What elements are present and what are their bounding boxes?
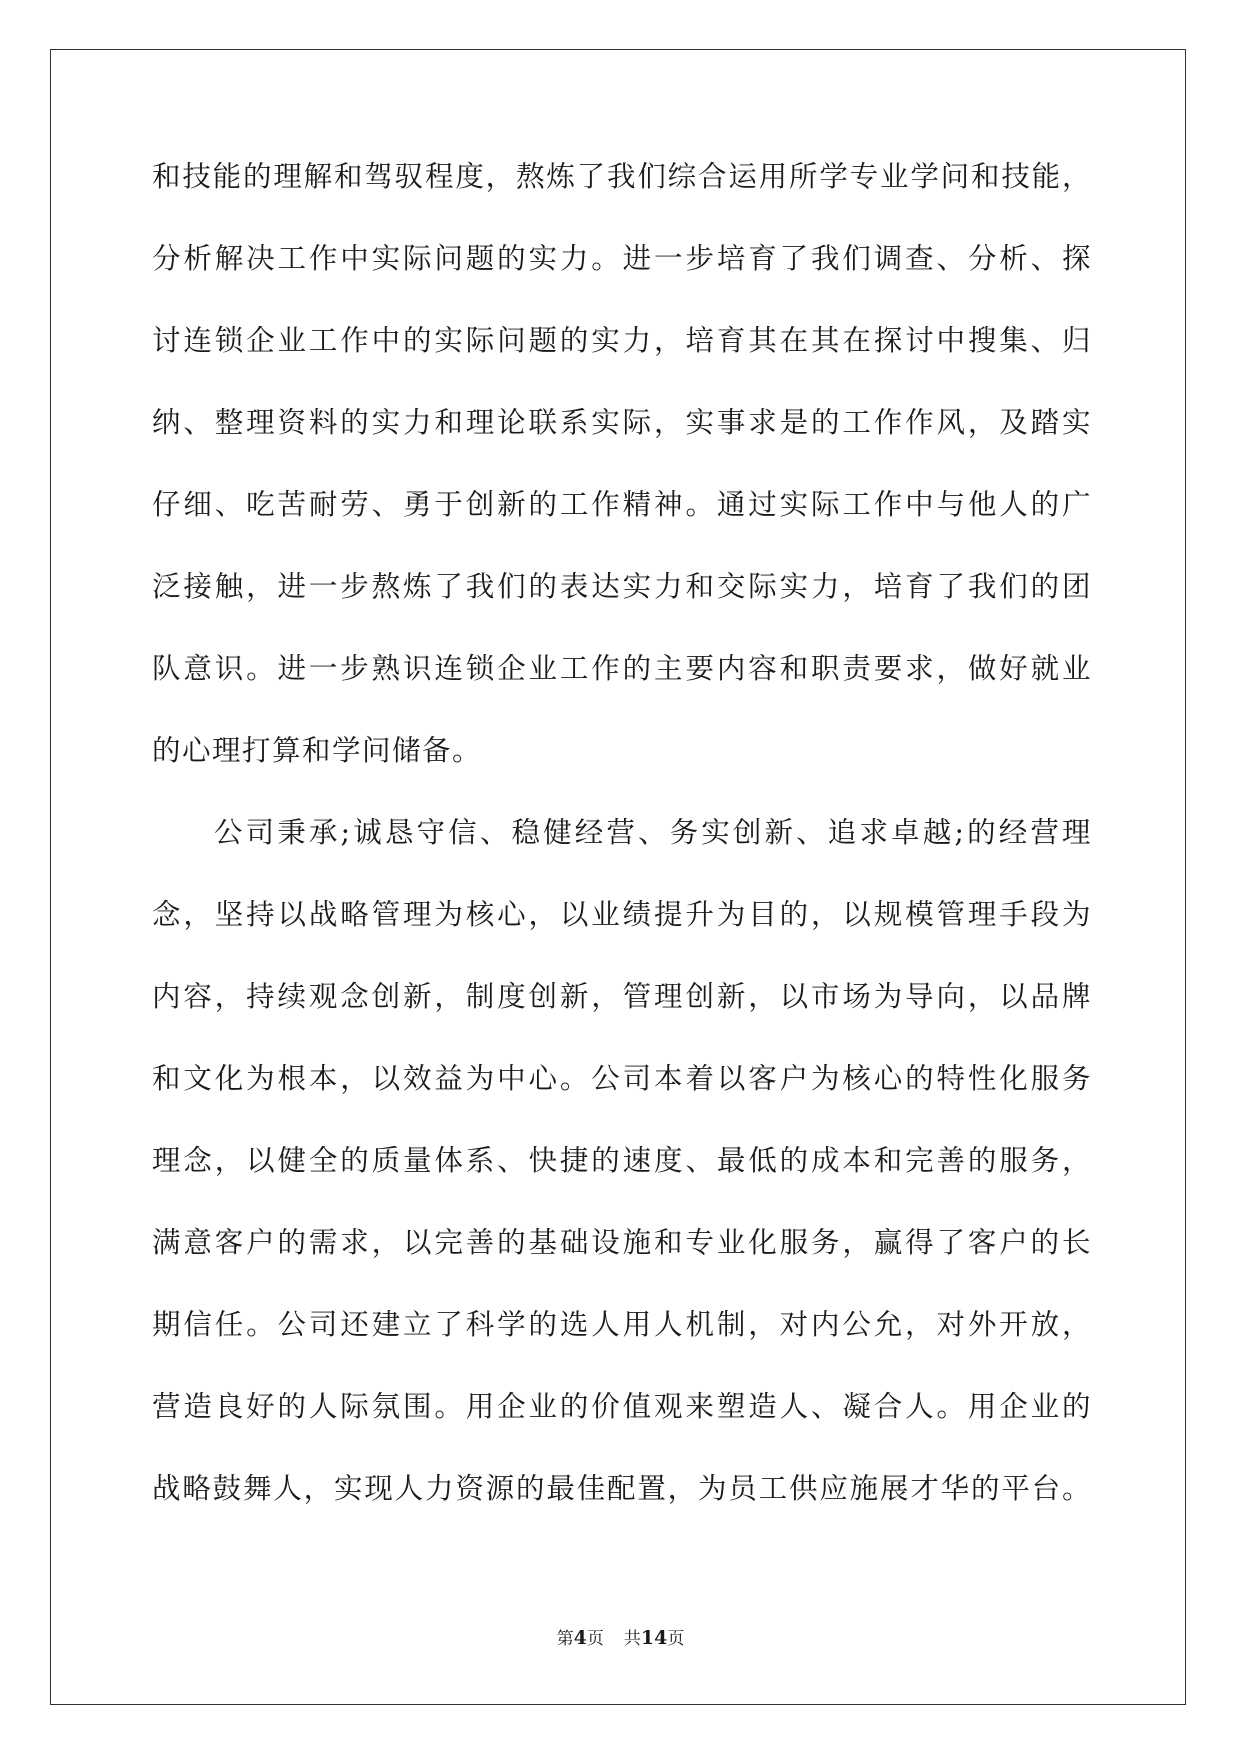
- text-line: 念，坚持以战略管理为核心，以业绩提升为目的，以规模管理手段为: [152, 898, 1092, 931]
- document-body: [152, 157, 1092, 1551]
- text-line: 公司秉承;诚恳守信、稳健经营、务实创新、追求卓越;的经营理: [214, 816, 1092, 849]
- text-line: 讨连锁企业工作中的实际问题的实力，培育其在其在探讨中搜集、归: [152, 324, 1092, 357]
- page-footer: [0, 1626, 1241, 1651]
- footer-page-suffix: 页: [586, 1629, 604, 1649]
- text-line: 和技能的理解和驾驭程度，熬炼了我们综合运用所学专业学问和技能，: [152, 160, 1092, 193]
- text-line: 仔细、吃苦耐劳、勇于创新的工作精神。通过实际工作中与他人的广: [152, 488, 1092, 521]
- text-line: 纳、整理资料的实力和理论联系实际，实事求是的工作作风，及踏实: [152, 406, 1092, 439]
- footer-total-suffix: 页: [667, 1629, 685, 1649]
- text-line: 内容，持续观念创新，制度创新，管理创新，以市场为导向，以品牌: [152, 980, 1092, 1013]
- text-line: 泛接触，进一步熬炼了我们的表达实力和交际实力，培育了我们的团: [152, 570, 1092, 603]
- text-line: 战略鼓舞人，实现人力资源的最佳配置，为员工供应施展才华的平台。: [152, 1472, 1092, 1505]
- footer-page-number: 4: [573, 1627, 587, 1649]
- text-line: 和文化为根本，以效益为中心。公司本着以客户为核心的特性化服务: [152, 1062, 1092, 1095]
- text-line: 理念，以健全的质量体系、快捷的速度、最低的成本和完善的服务，: [152, 1144, 1092, 1177]
- text-line: 满意客户的需求，以完善的基础设施和专业化服务，赢得了客户的长: [152, 1226, 1092, 1259]
- footer-total-prefix: 共: [623, 1629, 641, 1649]
- footer-page-prefix: 第: [556, 1629, 574, 1649]
- text-line: 队意识。进一步熟识连锁企业工作的主要内容和职责要求，做好就业: [152, 652, 1092, 685]
- text-line: 期信任。公司还建立了科学的选人用人机制，对内公允，对外开放，: [152, 1308, 1092, 1341]
- text-line: 的心理打算和学问储备。: [152, 734, 483, 767]
- text-line: 营造良好的人际氛围。用企业的价值观来塑造人、凝合人。用企业的: [152, 1390, 1092, 1423]
- text-line: 分析解决工作中实际问题的实力。进一步培育了我们调查、分析、探: [152, 242, 1092, 275]
- footer-total-pages: 14: [640, 1627, 668, 1649]
